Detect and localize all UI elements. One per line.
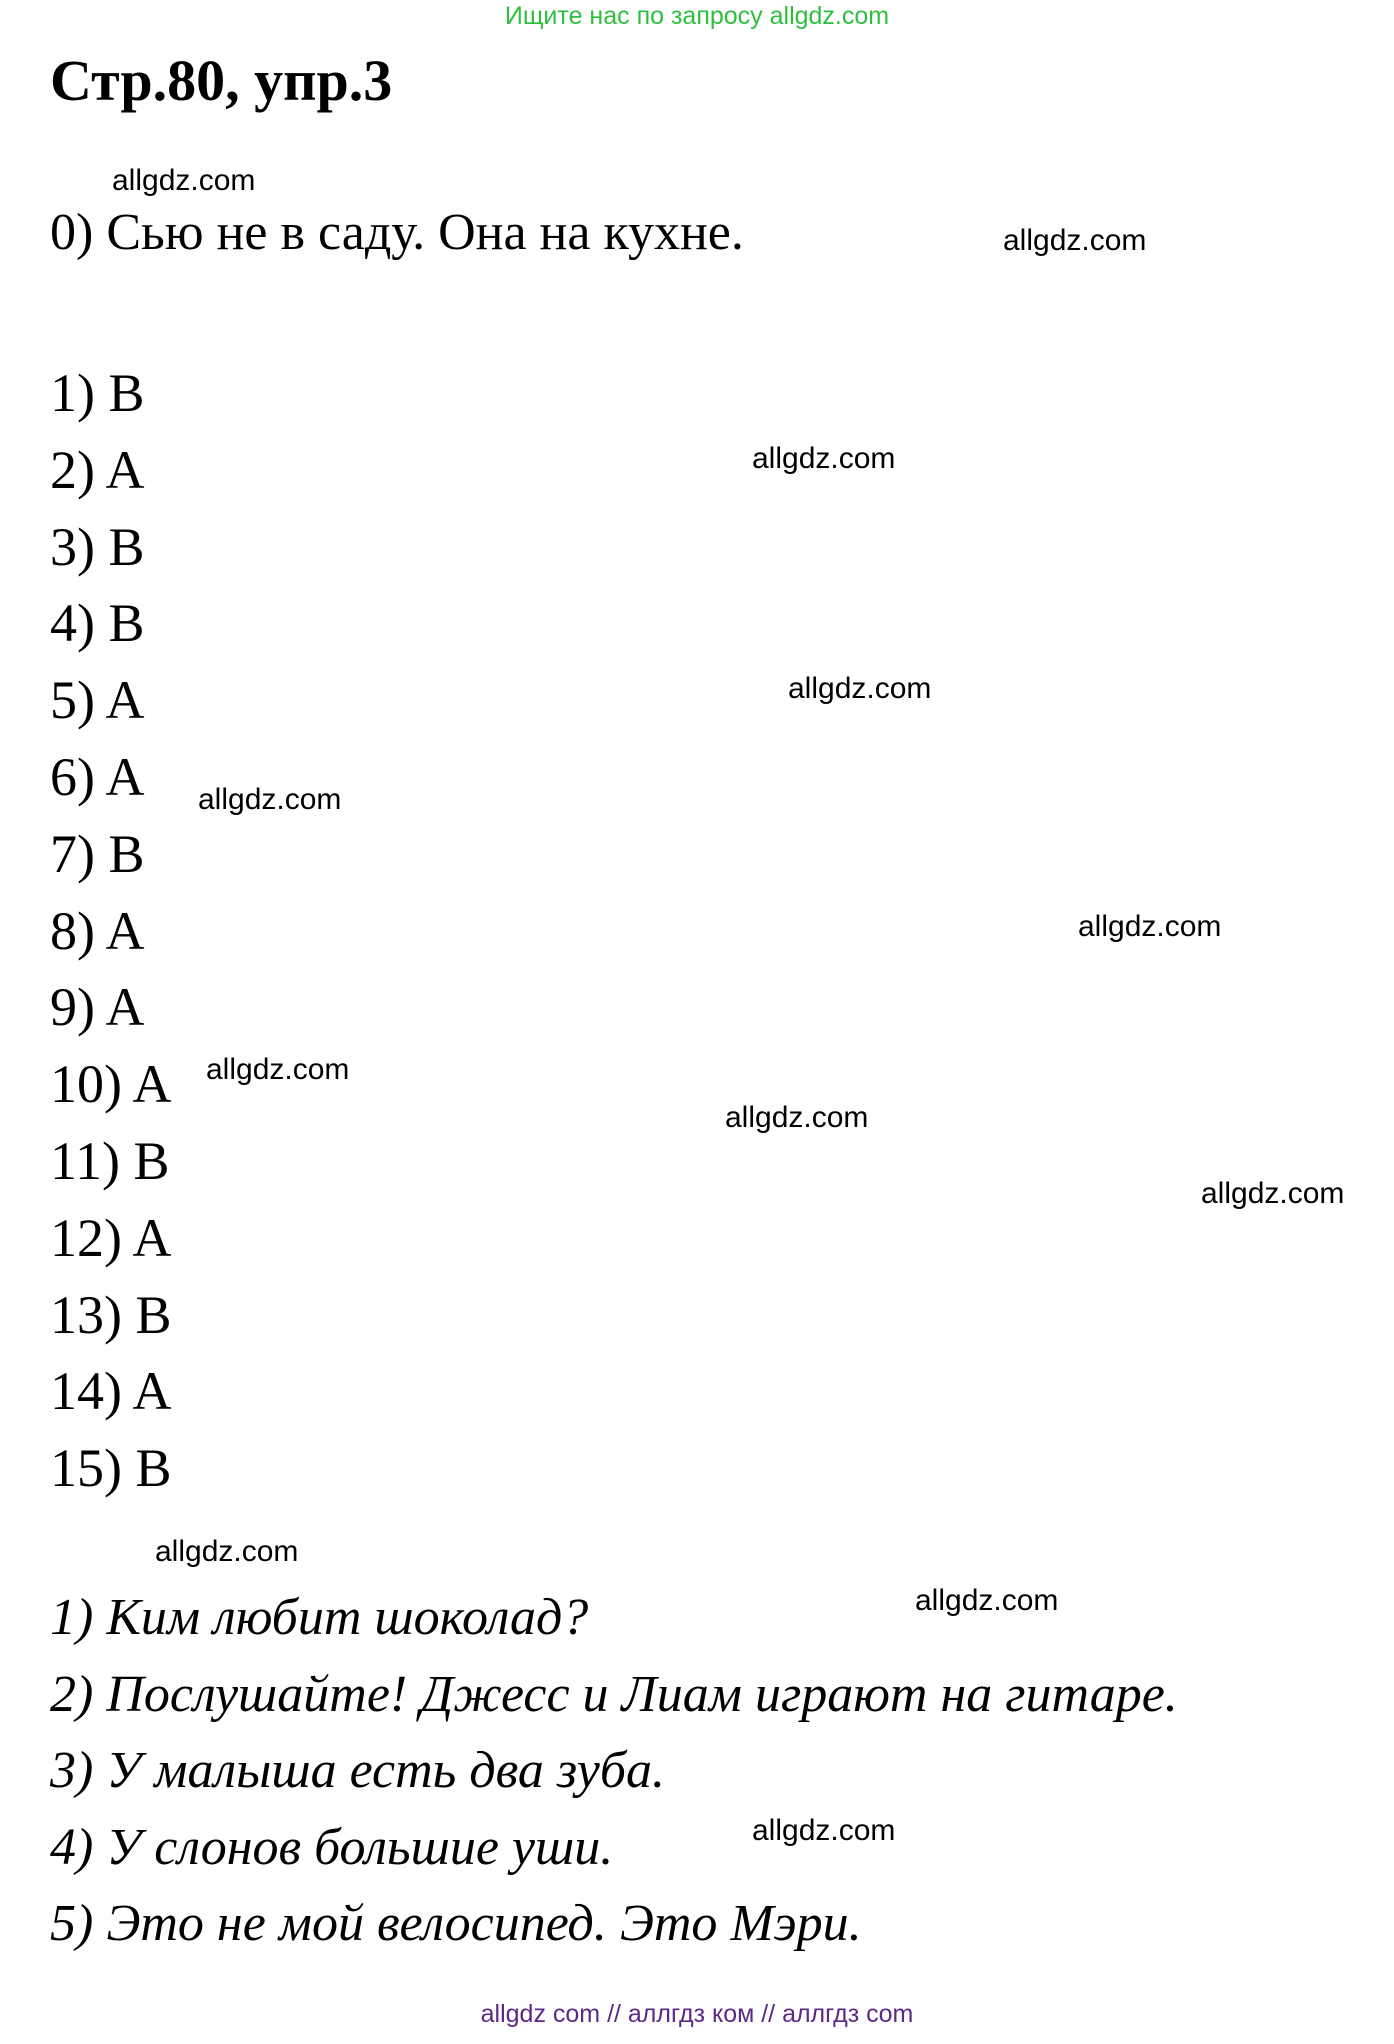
answer-item: 10) A [50,1054,172,1115]
watermark: allgdz.com [155,1535,299,1568]
answer-item: 2) A [50,439,145,500]
watermark: allgdz.com [112,164,256,197]
answer-item: 14) A [50,1361,172,1422]
watermark: allgdz.com [725,1101,869,1134]
watermark: allgdz.com [752,442,896,475]
top-banner: Ищите нас по запросу allgdz.com [504,2,890,30]
answer-item: 9) A [50,977,145,1038]
answer-item: 6) A [50,746,145,807]
answer-item: 3) B [50,516,145,577]
answer-list [50,355,172,1507]
answer-item: 1) B [50,363,145,423]
answer-item: 12) A [50,1207,172,1268]
answer-item: 8) A [50,900,145,961]
translation-item: 3) У малыша есть два зуба. [50,1742,666,1799]
watermark: allgdz.com [915,1584,1059,1617]
answer-item: 7) B [50,823,145,884]
example-sentence: 0) Сью не в саду. Она на кухне. [50,204,744,261]
watermark: allgdz.com [1201,1177,1345,1210]
watermark: allgdz.com [1078,910,1222,943]
answer-item: 11) B [50,1130,170,1191]
translation-item: 4) У слонов большие уши. [50,1818,614,1876]
watermark: allgdz.com [206,1053,350,1086]
answer-item: 13) B [50,1284,172,1345]
answer-item: 4) B [50,593,145,654]
translation-item: 5) Это не мой велосипед. Это Мэри. [50,1895,862,1952]
watermark: allgdz.com [752,1814,896,1847]
footer-watermark: allgdz com // аллгдз ком // аллгдз com [480,2000,914,2028]
page-title: Стр.80, упр.3 [50,48,393,113]
watermark: allgdz.com [198,783,342,816]
translation-item: 2) Послушайте! Джесс и Лиам играют на гитаре. [50,1665,1178,1723]
answer-item: 15) B [50,1438,172,1499]
watermark: allgdz.com [1003,224,1147,257]
answer-item: 5) A [50,670,145,731]
translation-list [50,1580,1178,1963]
watermark: allgdz.com [788,672,932,705]
translation-item: 1) Ким любит шоколад? [50,1589,589,1646]
